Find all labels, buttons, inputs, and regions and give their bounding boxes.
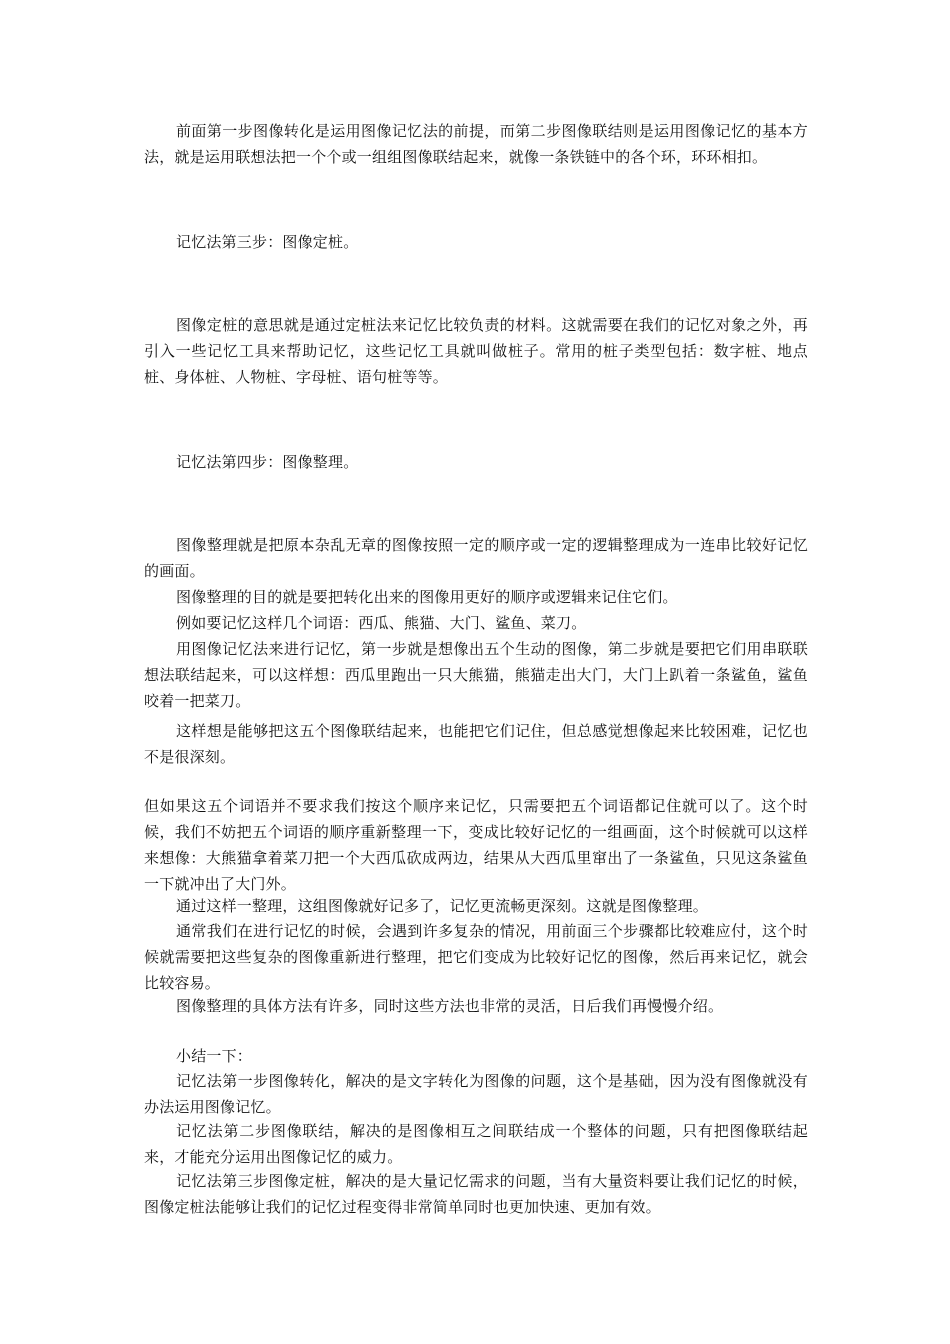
paragraph-arranging-result: 通过这样一整理，这组图像就好记多了，记忆更流畅更深刻。这就是图像整理。	[176, 897, 709, 915]
heading-summary: 小结一下：	[176, 1047, 253, 1065]
summary-step-three: 记忆法第三步图像定桩，解决的是大量记忆需求的问题，当有大量资料要让我们记忆的时候，图像定桩法能够让我们的记忆过程变得非常简单同时也更加快速、更加有效。	[144, 1172, 808, 1216]
paragraph-reordered-example: 但如果这五个词语并不要求我们按这个顺序来记忆，只需要把五个词语都记住就可以了。这个时候，我们不妨把五个词语的顺序重新整理一下，变成比较好记忆的一组画面，这个时候就可以这样来想像：大熊猫拿着菜刀把一个大西瓜砍成两边，结果从大西瓜里窜出了一条鲨鱼，只见这条鲨鱼一下就冲出了大门外。	[144, 797, 808, 893]
paragraph-arranging-purpose: 图像整理的目的就是要把转化出来的图像用更好的顺序或逻辑来记住它们。	[176, 588, 678, 606]
heading-step-four: 记忆法第四步：图像整理。	[176, 453, 359, 471]
paragraph-arranging-definition: 图像整理就是把原本杂乱无章的图像按照一定的顺序或一定的逻辑整理成为一连串比较好记忆的画面。	[144, 536, 808, 580]
paragraph-pegging: 图像定桩的意思就是通过定桩法来记忆比较负责的材料。这就需要在我们的记忆对象之外，再引入一些记忆工具来帮助记忆，这些记忆工具就叫做桩子。常用的桩子类型包括：数字桩、地点桩、身体桩、人物桩、字母桩、语句桩等等。	[144, 316, 808, 386]
paragraph-complex-situations: 通常我们在进行记忆的时候，会遇到许多复杂的情况，用前面三个步骤都比较难应付，这个时候就需要把这些复杂的图像重新进行整理，把它们变成为比较好记忆的图像，然后再来记忆，就会比较容易。	[144, 922, 808, 992]
paragraph-methods-note: 图像整理的具体方法有许多，同时这些方法也非常的灵活，日后我们再慢慢介绍。	[176, 997, 724, 1015]
summary-step-one: 记忆法第一步图像转化，解决的是文字转化为图像的问题，这个是基础，因为没有图像就没有办法运用图像记忆。	[144, 1072, 808, 1116]
heading-step-three: 记忆法第三步：图像定桩。	[176, 233, 359, 251]
paragraph-linking-example: 用图像记忆法来进行记忆，第一步就是想像出五个生动的图像，第二步就是要把它们用串联联想法联结起来，可以这样想：西瓜里跑出一只大熊猫，熊猫走出大门，大门上趴着一条鲨鱼，鲨鱼咬着一把菜刀。	[144, 640, 808, 710]
paragraph-linking-drawback: 这样想是能够把这五个图像联结起来，也能把它们记住，但总感觉想像起来比较困难，记忆也不是很深刻。	[144, 722, 808, 766]
paragraph-intro: 前面第一步图像转化是运用图像记忆法的前提，而第二步图像联结则是运用图像记忆的基本方法，就是运用联想法把一个个或一组组图像联结起来，就像一条铁链中的各个环，环环相扣。	[144, 122, 808, 166]
paragraph-example-words: 例如要记忆这样几个词语：西瓜、熊猫、大门、鲨鱼、菜刀。	[176, 614, 587, 632]
summary-step-two: 记忆法第二步图像联结，解决的是图像相互之间联结成一个整体的问题，只有把图像联结起来，才能充分运用出图像记忆的威力。	[144, 1122, 808, 1166]
